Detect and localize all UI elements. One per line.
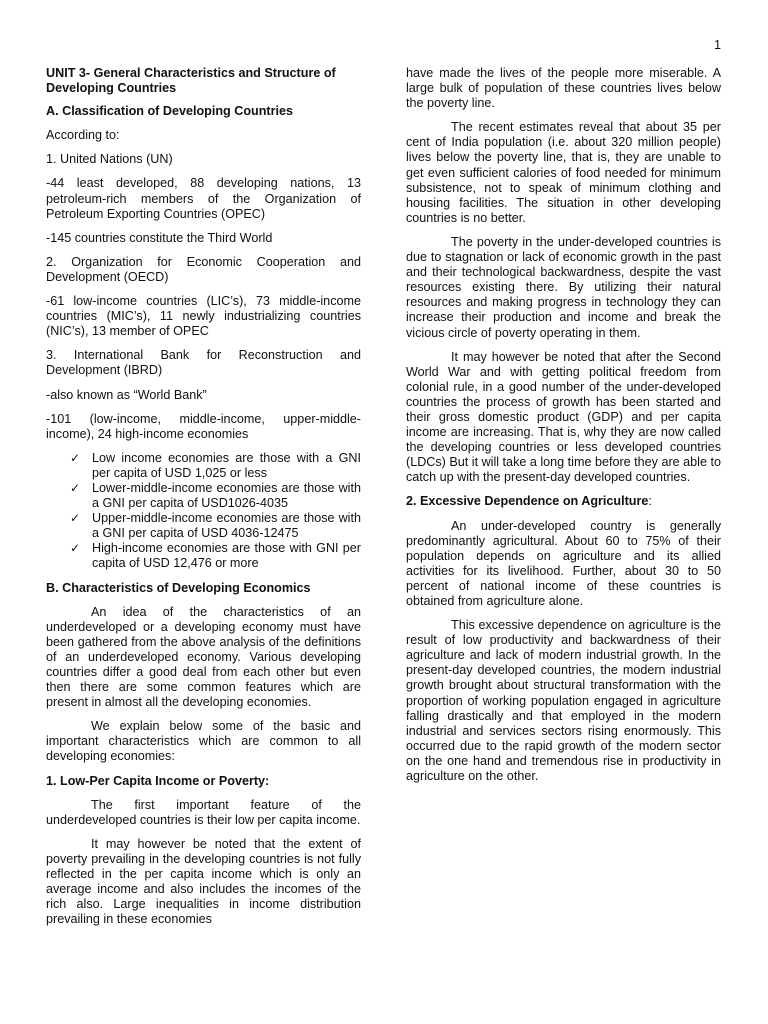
oecd-detail: -61 low-income countries (LIC’s), 73 middle-income countries (MIC’s), 11 newly industrializing countries (NIC’s), 13 member of OPEC (46, 294, 361, 339)
post-war-paragraph: It may however be noted that after the Second World War and with getting political freedom from colonial rule, in a good number of the under-developed countries the process of growth has been started and their gross domestic product (GDP) and per capita income are increasing. That is, why they are now called the developing countries or less developed countries (LDCs) But it will take a long time before they are able to catch up with the present-day developed countries. (406, 349, 721, 485)
ibrd-aka: -also known as “World Bank” (46, 387, 207, 402)
income-bullet-text: High-income economies are those with GNI per capita of USD 12,476 or more (92, 541, 361, 571)
income-bullet-text: Lower-middle-income economies are those with a GNI per capita of USD1026-4035 (92, 480, 361, 511)
ibrd-detail: -101 (low-income, middle-income, upper-middle-income), 24 high-income economies (46, 411, 361, 441)
continuation-paragraph: have made the lives of the people more miserable. A large bulk of population of these countries lives below the poverty line. (406, 66, 721, 111)
check-icon: ✓ (70, 541, 81, 556)
agriculture-heading: 2. Excessive Dependence on Agriculture (406, 494, 649, 509)
section-a-heading: A. Classification of Developing Countries (46, 104, 294, 119)
check-icon: ✓ (70, 450, 81, 465)
income-bullet-text: Low income economies are those with a GNI per capita of USD 1,025 or less (92, 450, 361, 480)
check-icon: ✓ (70, 480, 81, 495)
low-income-paragraph-2: It may however be noted that the extent of poverty prevailing in the developing countries is not fully reflected in the per capita income which is only an average income and also includes the incomes of the rich also. Large inequalities in income distribution prevailing in these economies (46, 836, 361, 927)
ibrd-item: 3. International Bank for Reconstruction and Development (IBRD) (46, 348, 361, 378)
agriculture-paragraph-2: This excessive dependence on agriculture is the result of low productivity and backwardness of their agriculture and lack of modern industrial growth. In the present-day developed countries, the modern industrial growth brought about structural transformation with the proportion of working population engaged in agriculture falling drastically and that employed in the modern industrial and services sectors rising enormously. This occurred due to the rapid growth of the modern sector on the one hand and tremendous rise in productivity in agriculture on the other. (406, 618, 721, 784)
page-number: 1 (713, 38, 721, 52)
agriculture-heading-line (406, 494, 721, 509)
low-income-heading: 1. Low-Per Capita Income or Poverty: (46, 773, 270, 788)
agriculture-heading-colon: : (648, 494, 652, 509)
b-paragraph-2: We explain below some of the basic and important characteristics which are common to all developing economies: (46, 719, 361, 764)
check-icon: ✓ (70, 511, 81, 526)
agriculture-paragraph-1: An under-developed country is generally predominantly agricultural. About 60 to 75% of their population depends on agriculture and its allied activities for its livelihood. Further, about 30 to 50 percent of national income of these countries is obtained from agriculture alone. (406, 518, 721, 608)
oecd-item: 2. Organization for Economic Cooperation and Development (OECD) (46, 254, 361, 284)
poverty-cause-paragraph: The poverty in the under-developed countries is due to stagnation or lack of economic growth in the past and their technological backwardness, despite the vast resources existing there. By utilizing their natural resources and making progress in technology they can increase their production and income and break the vicious circle of poverty operating in them. (406, 234, 721, 340)
b-paragraph-1: An idea of the characteristics of an underdeveloped or a developing economy must have been gathered from the above analysis of the definitions of an underdeveloped economy. Various developing countries differ a good deal from each other but even then there are some common features which are present in almost all the developing economies. (46, 604, 361, 710)
section-b-heading: B. Characteristics of Developing Economics (46, 580, 311, 595)
income-bullet (70, 541, 361, 571)
right-column (406, 66, 721, 793)
unit-title: UNIT 3- General Characteristics and Structure of Developing Countries (46, 66, 336, 96)
un-item: 1. United Nations (UN) (46, 152, 173, 167)
income-bullet (70, 511, 361, 541)
income-bullet (70, 450, 361, 481)
income-bullet (70, 480, 361, 511)
income-bullet-list (46, 451, 361, 572)
un-detail: -44 least developed, 88 developing nations, 13 petroleum-rich members of the Organization of Petroleum Exporting Countries (OPEC) (46, 176, 361, 221)
according-to: According to: (46, 128, 120, 143)
un-third-world: -145 countries constitute the Third World (46, 230, 273, 245)
income-bullet-text: Upper-middle-income economies are those with a GNI per capita of USD 4036-12475 (92, 511, 361, 541)
low-income-paragraph-1: The first important feature of the underdeveloped countries is their low per capita income. (46, 797, 361, 827)
recent-estimates-paragraph: The recent estimates reveal that about 35 per cent of India population (i.e. about 320 million people) lives below the poverty line, that is, they are unable to get even sufficient calories of food needed for minimum subsistence, not to speak of minimum clothing and housing facilities. The situation in other developing countries is no better. (406, 120, 721, 225)
left-column (46, 66, 361, 936)
